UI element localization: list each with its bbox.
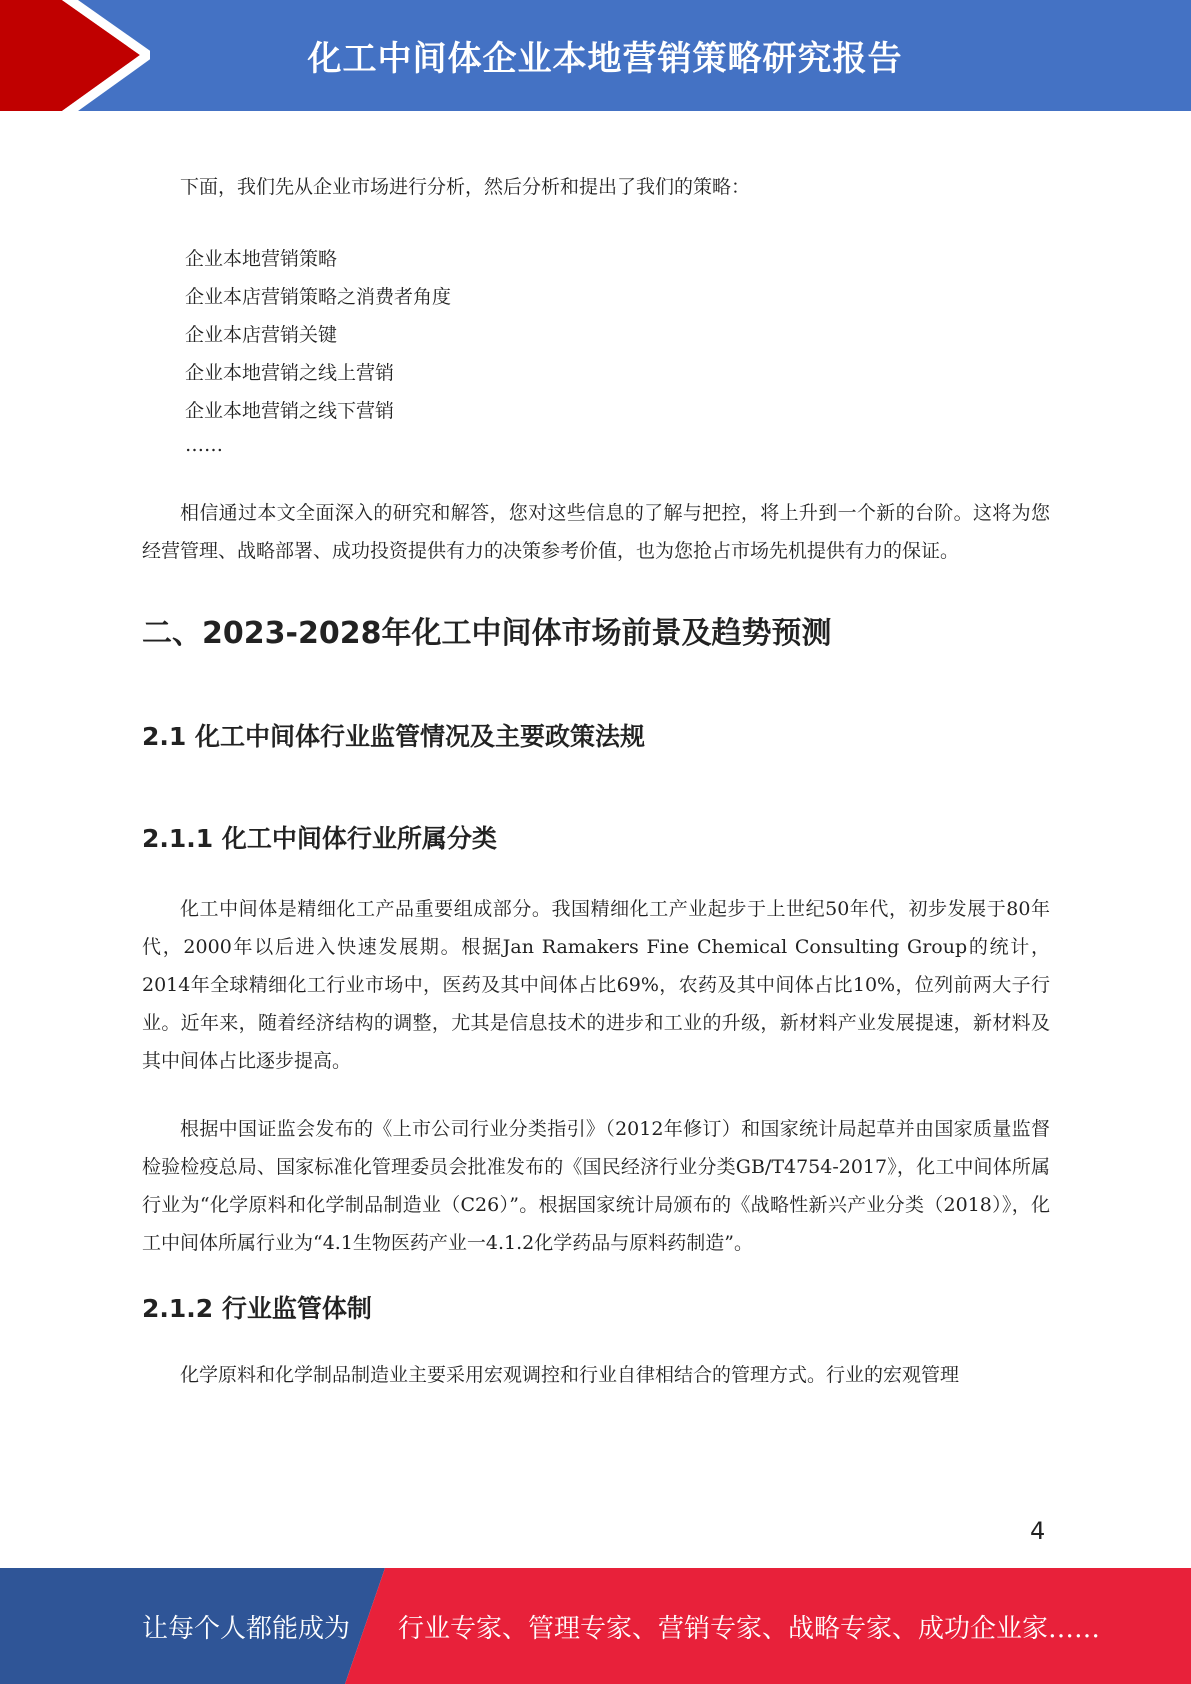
paragraph: 根据中国证监会发布的《上市公司行业分类指引》（2012年修订）和国家统计局起草并由国家质量监督检验检疫总局、国家标准化管理委员会批准发布的《国民经济行业分类GB/T4754-2017》，化工中间体所属行业为“化学原料和化学制品制造业（C26）”。根据国家统计局颁布的《战略性新兴产业分类（2018）》，化工中间体所属行业为“4.1生物医药产业一4.1.2化学药品与原料药制造”。 (142, 1118, 1050, 1254)
footer-slogan-left: 让每个人都能成为 (142, 1613, 351, 1644)
page-content (142, 168, 1050, 1394)
list-item: 企业本店营销策略之消费者角度 (185, 286, 452, 308)
subsubsection-heading: 2.1.2 行业监管体制 (142, 1294, 372, 1323)
red-chevron-icon (0, 0, 150, 111)
list-item: 企业本地营销之线下营销 (185, 400, 395, 422)
intro-lead: 下面，我们先从企业市场进行分析，然后分析和提出了我们的策略： (180, 176, 751, 198)
intro-closing: 相信通过本文全面深入的研究和解答，您对这些信息的了解与把控，将上升到一个新的台阶。这将为您经营管理、战略部署、成功投资提供有力的决策参考价值，也为您抢占市场先机提供有力的保证。 (142, 502, 1050, 562)
paragraph: 化学原料和化学制品制造业主要采用宏观调控和行业自律相结合的管理方式。行业的宏观管理 (180, 1364, 960, 1386)
list-item: …… (185, 434, 223, 456)
strategy-list (142, 240, 1050, 460)
list-item: 企业本店营销关键 (185, 324, 338, 346)
footer-banner (0, 1568, 1191, 1684)
paragraph: 化工中间体是精细化工产品重要组成部分。我国精细化工产业起步于上世纪50年代，初步发展于80年代，2000年以后进入快速发展期。根据Jan Ramakers Fine Chemical Consulting Group的统计，2014年全球精细化工行业市场中，医药及其中间体占比69%，农药及其中间体占比10%，位列前两大子行业。近年来，随着经济结构的调整，尤其是信息技术的进步和工业的升级，新材料产业发展提速，新材料及其中间体占比逐步提高。 (142, 898, 1050, 1072)
list-item: 企业本地营销策略 (185, 248, 338, 270)
header-banner (0, 0, 1191, 111)
section-heading: 二、2023-2028年化工中间体市场前景及趋势预测 (142, 616, 832, 651)
footer-slogan-right: 行业专家、管理专家、营销专家、战略专家、成功企业家…… (398, 1613, 1101, 1644)
page-number: 4 (1030, 1517, 1046, 1545)
subsubsection-heading: 2.1.1 化工中间体行业所属分类 (142, 824, 497, 853)
report-title: 化工中间体企业本地营销策略研究报告 (307, 39, 903, 79)
subsection-heading: 2.1 化工中间体行业监管情况及主要政策法规 (142, 722, 645, 751)
list-item: 企业本地营销之线上营销 (185, 362, 395, 384)
